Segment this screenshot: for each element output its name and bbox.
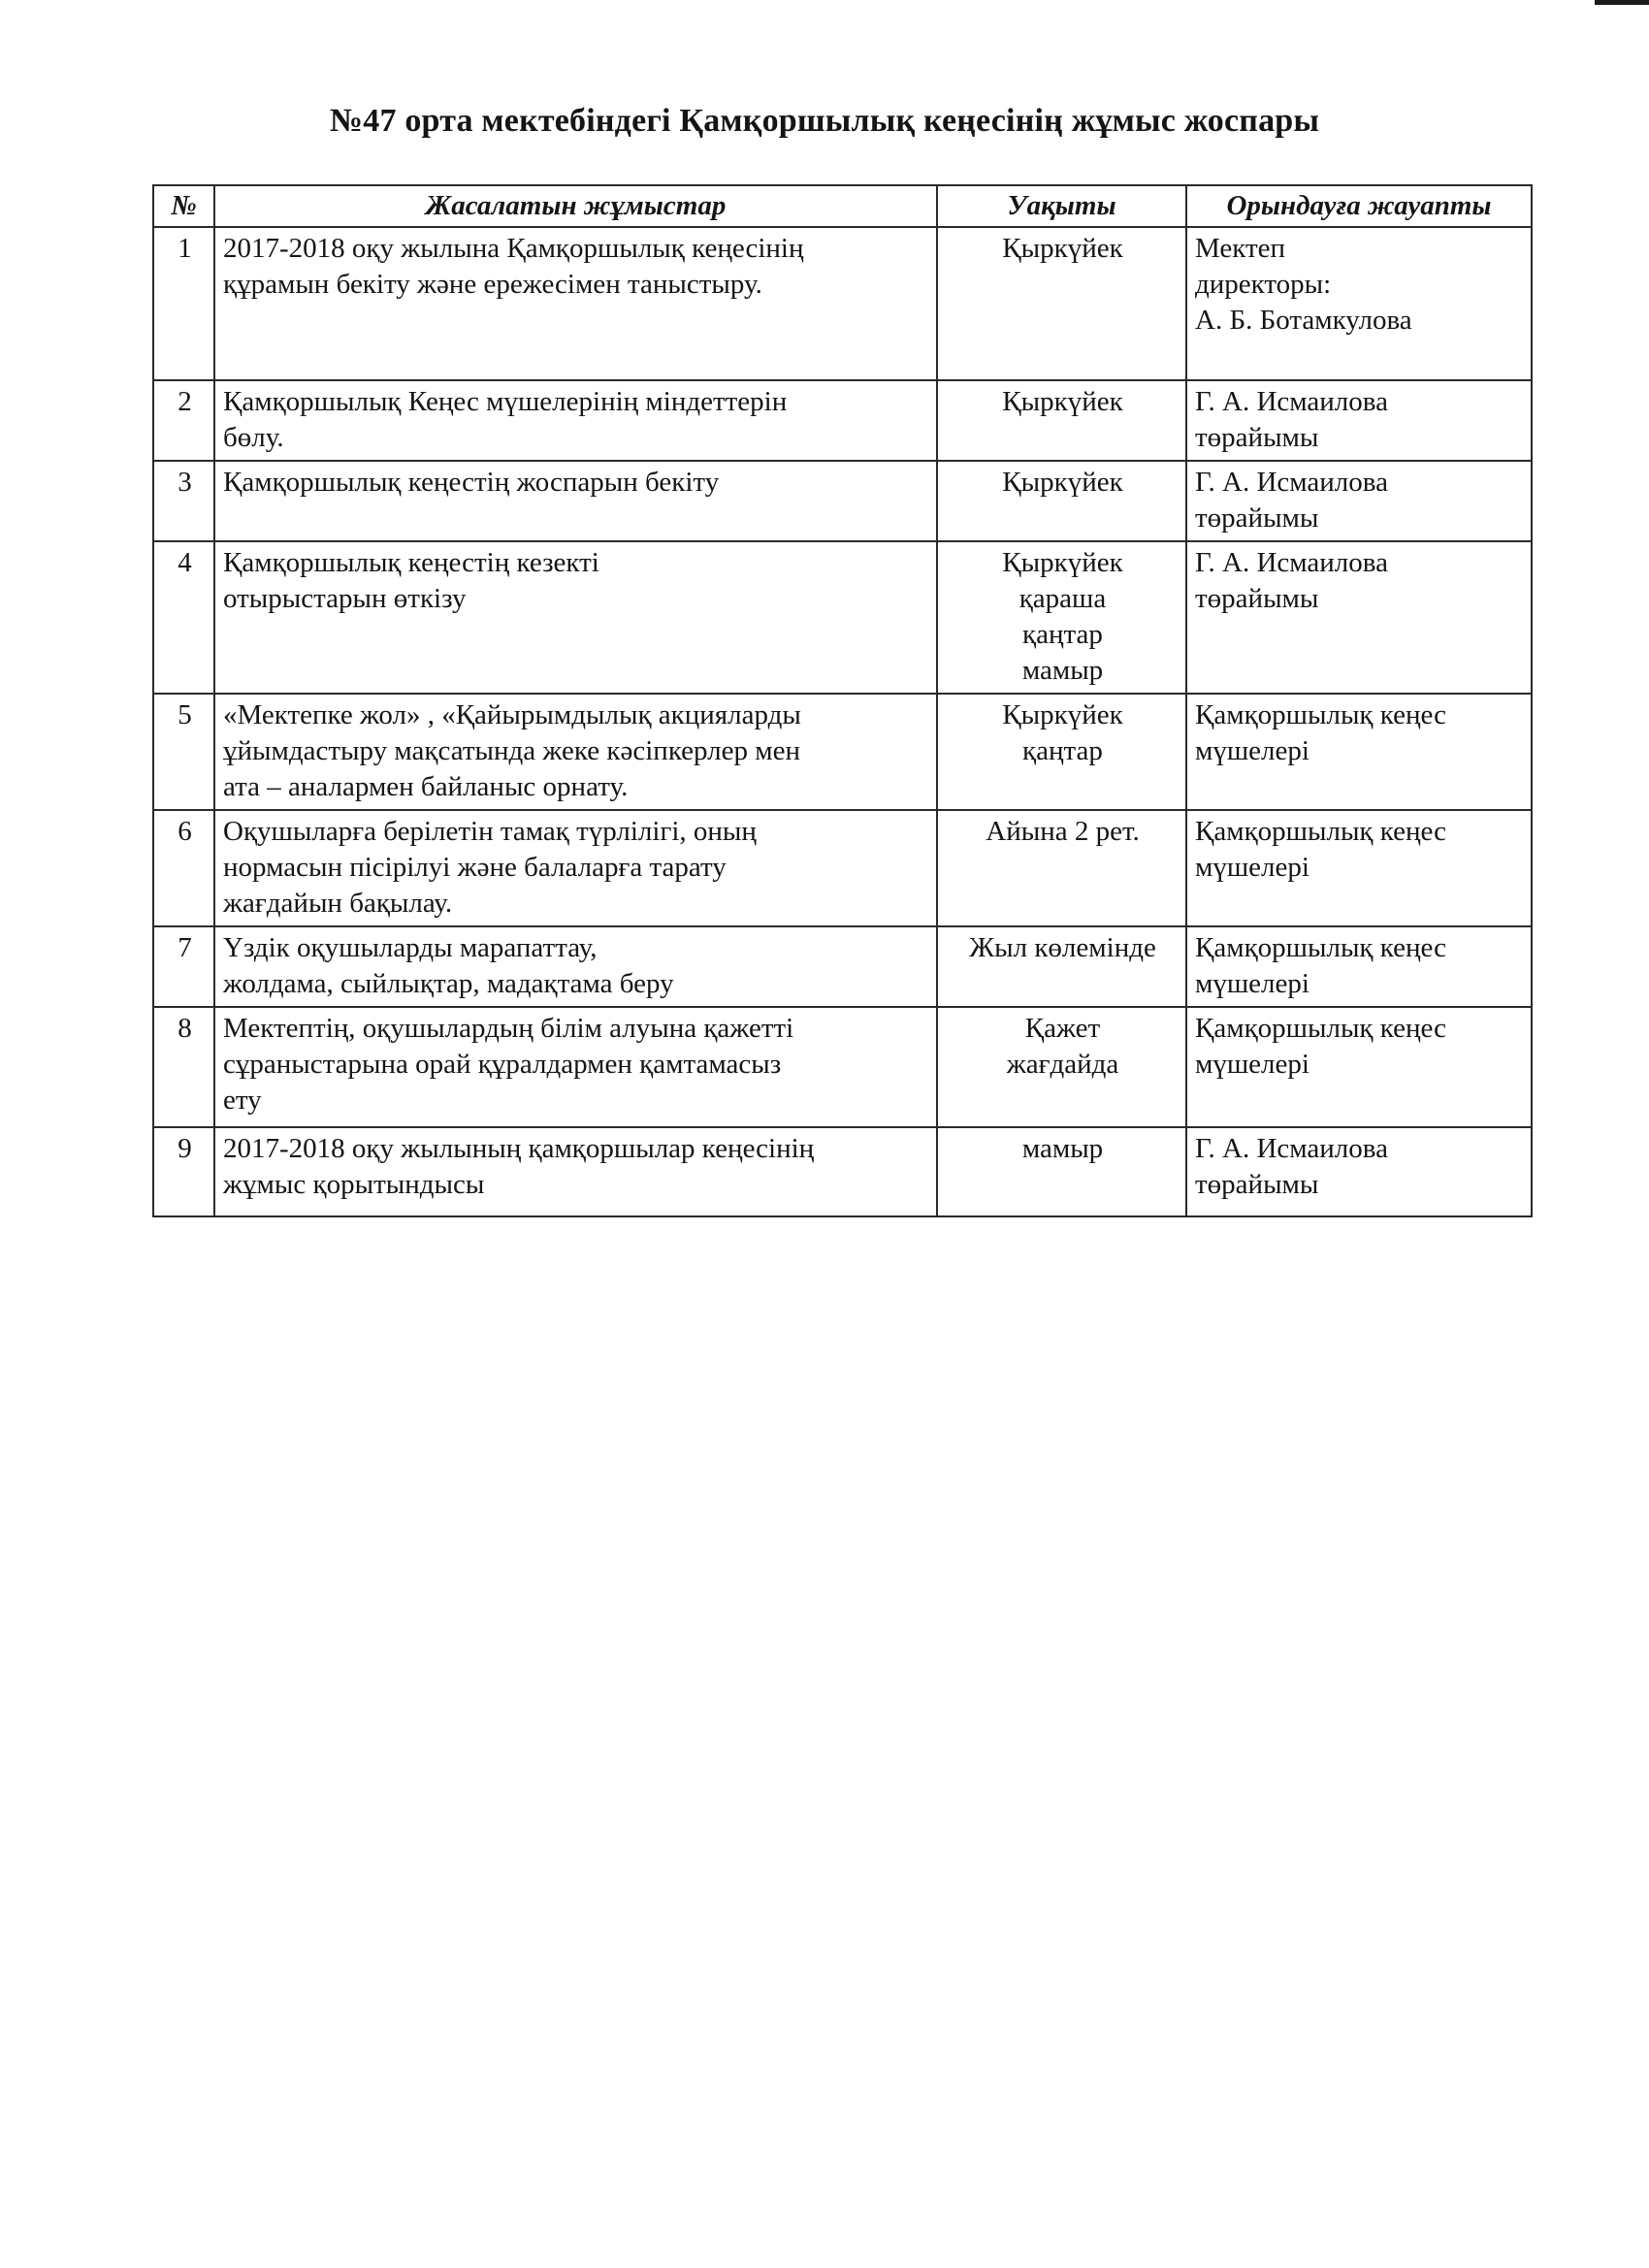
header-tasks: Жасалатын жұмыстар	[214, 185, 937, 227]
task-cell-line: сұраныстарына орай құралдармен қамтамасыз	[223, 1049, 782, 1080]
time-cell-line: Қыркүйек	[1002, 699, 1123, 730]
responsible-cell	[1186, 461, 1532, 541]
table-row	[153, 541, 1532, 694]
responsible-cell	[1186, 380, 1532, 461]
task-cell-line: ұйымдастыру мақсатында жеке кәсіпкерлер мен	[223, 735, 801, 766]
row-number: 1	[153, 227, 214, 380]
row-number: 2	[153, 380, 214, 461]
task-cell	[214, 1127, 937, 1216]
responsible-cell-line: төрайымы	[1195, 422, 1319, 453]
time-cell	[937, 694, 1186, 810]
task-cell-line: Мектептің, оқушылардың білім алуына қажетті	[223, 1013, 794, 1044]
scan-edge-mark	[1595, 0, 1649, 5]
task-cell	[214, 926, 937, 1007]
responsible-cell-line: Қамқоршылық кеңес	[1195, 1013, 1446, 1044]
responsible-cell	[1186, 1127, 1532, 1216]
row-number: 7	[153, 926, 214, 1007]
responsible-cell	[1186, 1007, 1532, 1127]
task-cell-line: Үздік оқушыларды марапаттау,	[223, 932, 598, 963]
responsible-cell-line: Г. А. Исмаилова	[1195, 547, 1388, 578]
responsible-cell-line: Г. А. Исмаилова	[1195, 386, 1388, 417]
responsible-cell-line: мүшелері	[1195, 735, 1310, 766]
row-number: 6	[153, 810, 214, 926]
task-cell-line: ету	[223, 1085, 262, 1116]
task-cell-line: Қамқоршылық кеңестің кезекті	[223, 547, 599, 578]
table-header-row	[153, 185, 1532, 227]
time-cell-line: мамыр	[1021, 1133, 1104, 1164]
time-cell	[937, 541, 1186, 694]
responsible-cell-line: төрайымы	[1195, 583, 1319, 614]
task-cell	[214, 1007, 937, 1127]
task-cell-line: ата – аналармен байланыс орнату.	[223, 771, 629, 802]
task-cell-line: отырыстарын өткізу	[223, 583, 467, 614]
time-cell	[937, 227, 1186, 380]
task-cell-line: бөлу.	[223, 422, 284, 453]
responsible-cell-line: директоры:	[1195, 269, 1332, 300]
header-responsible: Орындауға жауапты	[1186, 185, 1532, 227]
time-cell	[937, 810, 1186, 926]
responsible-cell-line: мүшелері	[1195, 968, 1310, 999]
table-row	[153, 1007, 1532, 1127]
responsible-cell-line: Г. А. Исмаилова	[1195, 1133, 1388, 1164]
table-row	[153, 694, 1532, 810]
responsible-cell-line: мүшелері	[1195, 1049, 1310, 1080]
responsible-cell-line: Г. А. Исмаилова	[1195, 467, 1388, 498]
task-cell-line: Қамқоршылық кеңестің жоспарын бекіту	[223, 467, 720, 498]
time-cell-line: Қыркүйек	[1002, 547, 1123, 578]
task-cell-line: жұмыс қорытындысы	[223, 1169, 485, 1200]
responsible-cell	[1186, 694, 1532, 810]
task-cell-line: жағдайын бақылау.	[223, 888, 453, 919]
time-cell-line: Қажет	[1024, 1013, 1101, 1044]
table-row	[153, 380, 1532, 461]
task-cell-line: 2017-2018 оқу жылына Қамқоршылық кеңесінің	[223, 233, 804, 264]
work-plan-table	[152, 184, 1533, 1217]
table-row	[153, 926, 1532, 1007]
task-cell	[214, 694, 937, 810]
table-row	[153, 461, 1532, 541]
responsible-cell-line: Қамқоршылық кеңес	[1195, 932, 1446, 963]
task-cell-line: құрамын бекіту және ережесімен таныстыру.	[223, 269, 762, 300]
time-cell	[937, 926, 1186, 1007]
time-cell	[937, 380, 1186, 461]
time-cell-line: Қыркүйек	[1002, 467, 1123, 498]
responsible-cell	[1186, 227, 1532, 380]
row-number: 8	[153, 1007, 214, 1127]
task-cell	[214, 227, 937, 380]
page-title: №47 орта мектебіндегі Қамқоршылық кеңесінің жұмыс жоспары	[329, 103, 1320, 139]
task-cell	[214, 810, 937, 926]
task-cell	[214, 541, 937, 694]
table-row	[153, 810, 1532, 926]
header-number: №	[153, 185, 214, 227]
time-cell-line: қаңтар	[1022, 619, 1103, 650]
time-cell	[937, 1007, 1186, 1127]
responsible-cell	[1186, 810, 1532, 926]
row-number: 5	[153, 694, 214, 810]
task-cell	[214, 380, 937, 461]
time-cell-line: қаңтар	[1022, 735, 1103, 766]
responsible-cell-line: Қамқоршылық кеңес	[1195, 699, 1446, 730]
table-row	[153, 227, 1532, 380]
table-row	[153, 1127, 1532, 1216]
responsible-cell-line: Мектеп	[1195, 233, 1286, 264]
row-number: 4	[153, 541, 214, 694]
header-time: Уақыты	[937, 185, 1186, 227]
time-cell-line: Жыл көлемінде	[969, 932, 1156, 963]
responsible-cell	[1186, 926, 1532, 1007]
responsible-cell-line: төрайымы	[1195, 1169, 1319, 1200]
time-cell-line: жағдайда	[1006, 1049, 1119, 1080]
time-cell-line: мамыр	[1021, 655, 1104, 686]
row-number: 3	[153, 461, 214, 541]
time-cell	[937, 461, 1186, 541]
task-cell-line: Қамқоршылық Кеңес мүшелерінің міндеттерін	[223, 386, 788, 417]
time-cell-line: Айына 2 рет.	[986, 816, 1140, 847]
time-cell-line: қараша	[1018, 583, 1107, 614]
responsible-cell-line: А. Б. Ботамкулова	[1195, 305, 1412, 336]
responsible-cell-line: төрайымы	[1195, 502, 1319, 534]
time-cell-line: Қыркүйек	[1002, 386, 1123, 417]
responsible-cell-line: Қамқоршылық кеңес	[1195, 816, 1446, 847]
task-cell-line: жолдама, сыйлықтар, мадақтама беру	[223, 968, 674, 999]
task-cell-line: нормасын пісірілуі және балаларға тарату	[223, 852, 727, 883]
responsible-cell	[1186, 541, 1532, 694]
task-cell-line: Оқушыларға берілетін тамақ түрлілігі, оның	[223, 816, 757, 847]
task-cell-line: «Мектепке жол» , «Қайырымдылық акцияларды	[223, 699, 801, 730]
row-number: 9	[153, 1127, 214, 1216]
time-cell	[937, 1127, 1186, 1216]
responsible-cell-line: мүшелері	[1195, 852, 1310, 883]
time-cell-line: Қыркүйек	[1002, 233, 1123, 264]
task-cell	[214, 461, 937, 541]
task-cell-line: 2017-2018 оқу жылының қамқоршылар кеңесінің	[223, 1133, 815, 1164]
